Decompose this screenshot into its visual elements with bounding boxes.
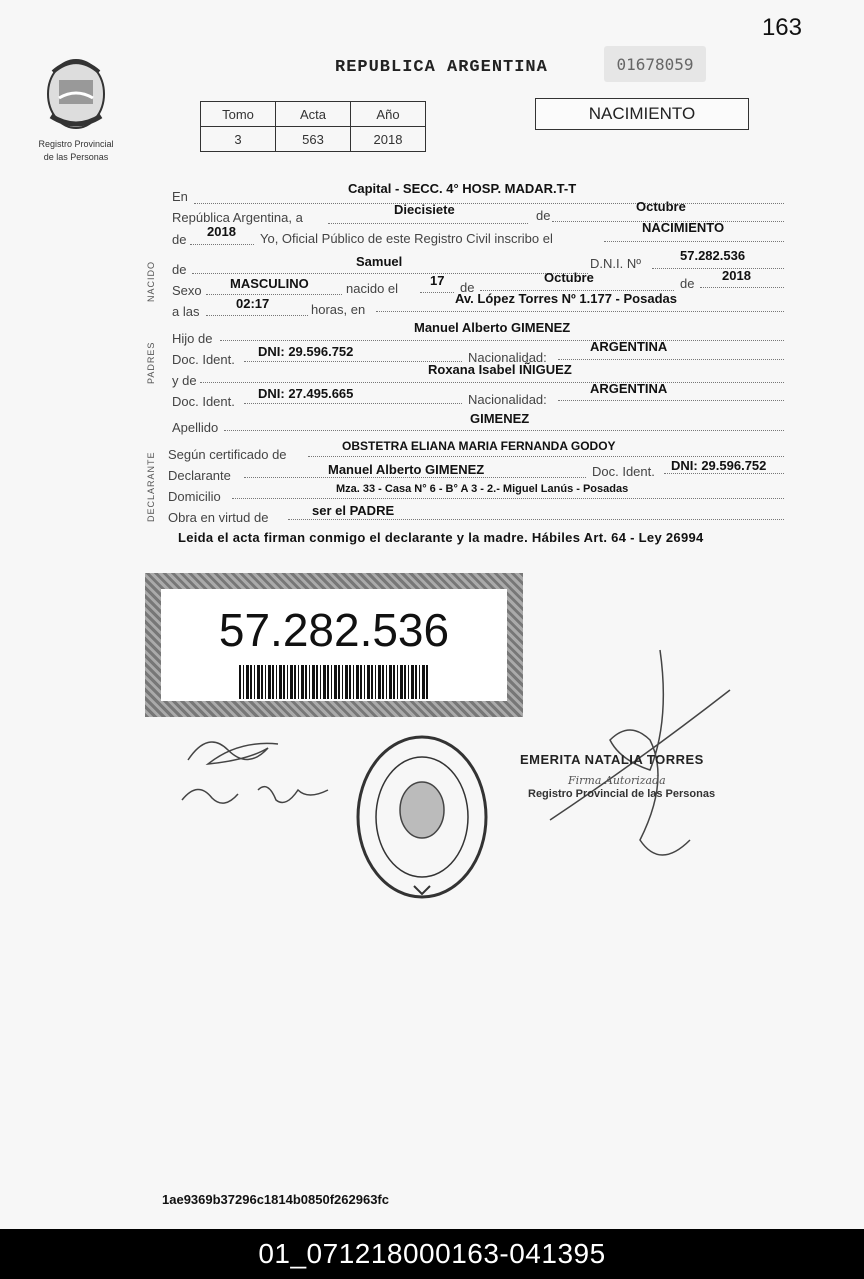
- line: [244, 403, 462, 404]
- father-value: Manuel Alberto GIMENEZ: [414, 320, 571, 335]
- line: [288, 519, 784, 520]
- label-doc-ident-mother: Doc. Ident.: [172, 394, 235, 409]
- acta-header: Acta: [276, 102, 351, 127]
- document-hash: 1ae9369b37296c1814b0850f262963fc: [162, 1192, 389, 1207]
- footer-code: 01_071218000163-041395: [0, 1229, 864, 1279]
- anio-value: 2018: [351, 127, 426, 152]
- section-nacido: NACIDO: [146, 260, 156, 302]
- official-name: EMERITA NATALIA TORRES: [520, 752, 704, 767]
- label-republica: República Argentina, a: [172, 210, 303, 225]
- dni-stamp-inner: [161, 589, 507, 701]
- line: [232, 498, 784, 499]
- address-value: Av. López Torres Nº 1.177 - Posadas: [455, 291, 677, 306]
- label-nacido-el: nacido el: [346, 281, 399, 296]
- label-doc-ident-father: Doc. Ident.: [172, 352, 235, 367]
- label-horas-en: horas, en: [311, 302, 366, 317]
- mother-nationality-value: ARGENTINA: [590, 381, 668, 396]
- dni-value: 57.282.536: [680, 248, 746, 263]
- birth-day-value: 17: [430, 273, 445, 288]
- label-de-byear: de: [680, 276, 695, 291]
- official-office: Registro Provincial de las Personas: [528, 788, 716, 800]
- by-virtue-value: ser el PADRE: [312, 503, 395, 518]
- official-title: Firma Autorizada: [568, 774, 666, 787]
- line: [224, 430, 784, 431]
- time-value: 02:17: [236, 296, 270, 311]
- line: [652, 268, 784, 269]
- anio-header: Año: [351, 102, 426, 127]
- line: [206, 294, 342, 295]
- line: [244, 477, 586, 478]
- line: [220, 340, 784, 341]
- tomo-header: Tomo: [201, 102, 276, 127]
- line: [206, 315, 308, 316]
- section-padres: PADRES: [146, 341, 156, 384]
- line: [420, 292, 454, 293]
- label-hijo-de: Hijo de: [172, 331, 213, 346]
- label-de: de: [536, 208, 551, 223]
- acta-value: 563: [276, 127, 351, 152]
- year-value: 2018: [207, 224, 236, 239]
- record-type-box: NACIMIENTO: [535, 98, 749, 130]
- label-de-bmonth: de: [460, 280, 475, 295]
- day-value: Diecisiete: [394, 202, 455, 217]
- certificate-value: OBSTETRA ELIANA MARIA FERNANDA GODOY: [342, 439, 616, 453]
- line: [376, 311, 784, 312]
- declarant-value: Manuel Alberto GIMENEZ: [328, 462, 485, 477]
- page-number: 163: [761, 14, 802, 41]
- birth-month-value: Octubre: [544, 270, 594, 285]
- month-value: Octubre: [636, 199, 686, 214]
- coat-of-arms-icon: [41, 52, 111, 132]
- section-declarante: DECLARANTE: [146, 451, 156, 522]
- label-de-name: de: [172, 262, 187, 277]
- line: [604, 241, 784, 242]
- label-domicilio: Domicilio: [168, 489, 221, 504]
- mother-value: Roxana Isabel IÑIGUEZ: [428, 362, 572, 377]
- barcode-icon: [239, 665, 429, 699]
- label-y-de: y de: [172, 373, 197, 388]
- logo-line-1: Registro Provincial: [38, 139, 114, 149]
- registry-logo: [30, 52, 122, 163]
- line: [190, 244, 254, 245]
- label-obra: Obra en virtud de: [168, 510, 269, 525]
- label-doc-ident-declarant: Doc. Ident.: [592, 464, 655, 479]
- line: [558, 400, 784, 401]
- logo-line-2: de las Personas: [43, 152, 109, 162]
- surname-value: GIMENEZ: [470, 411, 530, 426]
- label-nacionalidad-father: Nacionalidad:: [468, 350, 547, 365]
- label-sexo: Sexo: [172, 283, 202, 298]
- line: [200, 382, 784, 383]
- line: [664, 473, 784, 474]
- name-value: Samuel: [356, 254, 403, 269]
- line: [700, 287, 784, 288]
- line: [308, 456, 784, 457]
- line: [194, 203, 784, 204]
- label-apellido: Apellido: [172, 420, 219, 435]
- reading-note: Leida el acta firman conmigo el declarante y la madre. Hábiles Art. 64 - Ley 26994: [178, 530, 704, 545]
- official-seal: [352, 730, 492, 905]
- place-value: Capital - SECC. 4° HOSP. MADAR.T-T: [348, 181, 577, 196]
- dni-stamp-number: 57.282.536: [218, 604, 450, 656]
- label-nacionalidad-mother: Nacionalidad:: [468, 392, 547, 407]
- dni-stamp: [145, 573, 523, 717]
- document-title: REPUBLICA ARGENTINA: [335, 58, 548, 77]
- father-doc-value: DNI: 29.596.752: [258, 344, 354, 359]
- birth-year-value: 2018: [722, 268, 751, 283]
- line: [558, 359, 784, 360]
- label-segun: Según certificado de: [168, 447, 287, 462]
- sex-value: MASCULINO: [230, 276, 309, 291]
- registry-table: [200, 101, 426, 152]
- domicile-value: Mza. 33 - Casa N° 6 - B° A 3 - 2.- Miguel Lanús - Posadas: [336, 483, 629, 495]
- father-nationality-value: ARGENTINA: [590, 339, 668, 354]
- declarant-signature: [168, 720, 348, 820]
- label-en: En: [172, 189, 188, 204]
- mother-doc-value: DNI: 27.495.665: [258, 386, 354, 401]
- label-yo: Yo, Oficial Público de este Registro Civil inscribo el: [260, 231, 553, 246]
- declarant-doc-value: DNI: 29.596.752: [671, 458, 767, 473]
- line: [192, 273, 588, 274]
- serial-number: 01678059: [604, 46, 706, 82]
- label-de-year: de: [172, 232, 187, 247]
- label-dni: D.N.I. Nº: [590, 256, 641, 271]
- label-declarante: Declarante: [168, 468, 231, 483]
- tomo-value: 3: [201, 127, 276, 152]
- act-type-value: NACIMIENTO: [642, 220, 725, 235]
- label-a-las: a las: [172, 304, 200, 319]
- line: [328, 223, 528, 224]
